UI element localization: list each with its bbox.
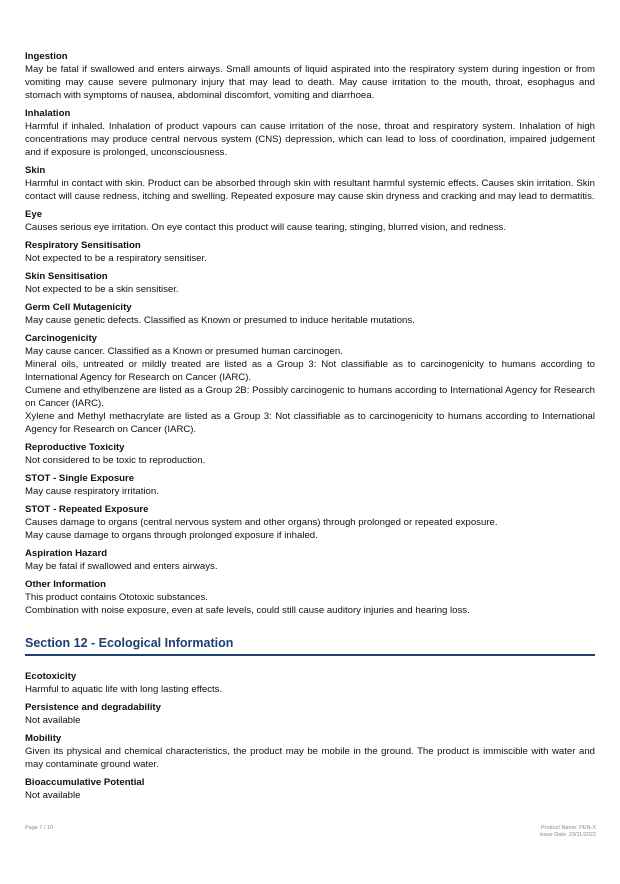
- footer-product-info: [540, 825, 596, 839]
- block-text: Not considered to be toxic to reproduction.: [25, 455, 206, 466]
- block-text: Harmful to aquatic life with long lasting effects.: [25, 684, 223, 695]
- info-block: [25, 472, 595, 498]
- block-heading: STOT - Single Exposure: [25, 473, 135, 484]
- info-block: [25, 332, 595, 436]
- block-text: May cause damage to organs through prolonged exposure if inhaled.: [25, 530, 318, 541]
- block-heading: Respiratory Sensitisation: [25, 240, 141, 251]
- block-text: Harmful in contact with skin. Product can be absorbed through skin with resultant harmful systemic effects. Causes skin irritation. Skin contact will cause redness, itching and swelling. Repeated exposure may cause skin dryness and cracking and may lead to dermatitis.: [25, 178, 595, 202]
- info-block: [25, 208, 595, 234]
- block-text: Cumene and ethylbenzene are listed as a Group 2B: Possibly carcinogenic to humans according to International Agency for Research on Cancer (IARC).: [25, 385, 595, 409]
- info-block: [25, 547, 595, 573]
- block-heading: Carcinogenicity: [25, 333, 97, 344]
- block-text: Causes serious eye irritation. On eye contact this product will cause tearing, stinging, blurred vision, and redness.: [25, 222, 506, 233]
- block-text: Mineral oils, untreated or mildly treated are listed as a Group 3: Not classifiable as to carcinogenicity to humans according to International Agency for Research on Cancer (IARC).: [25, 359, 595, 383]
- block-text: Causes damage to organs (central nervous system and other organs) through prolonged or repeated exposure.: [25, 517, 498, 528]
- block-text: May be fatal if swallowed and enters airways.: [25, 561, 218, 572]
- block-text: Given its physical and chemical characteristics, the product may be mobile in the ground. The product is immiscible with water and may contaminate ground water.: [25, 746, 595, 770]
- block-text: Harmful if inhaled. Inhalation of product vapours can cause irritation of the nose, throat and respiratory system. Inhalation of high concentrations may produce central nervous system (CNS) depression, which can lead to loss of coordination, impaired judgement and if exposure is prolonged, unconsciousness.: [25, 121, 595, 158]
- block-heading: Skin: [25, 165, 46, 176]
- block-heading: Bioaccumulative Potential: [25, 777, 145, 788]
- block-heading: Aspiration Hazard: [25, 548, 108, 559]
- block-text: Not available: [25, 790, 81, 801]
- block-heading: Mobility: [25, 733, 62, 744]
- block-heading: Ingestion: [25, 51, 68, 62]
- document-page: [25, 50, 595, 807]
- block-text: May cause genetic defects. Classified as Known or presumed to induce heritable mutations.: [25, 315, 415, 326]
- block-heading: Skin Sensitisation: [25, 271, 108, 282]
- block-heading: Other Information: [25, 579, 107, 590]
- info-block: [25, 301, 595, 327]
- ecological-information: [25, 670, 595, 802]
- info-block: [25, 107, 595, 159]
- block-text: Not expected to be a respiratory sensitiser.: [25, 253, 207, 264]
- toxicological-information: [25, 50, 595, 617]
- block-text: May cause cancer. Classified as a Known or presumed human carcinogen.: [25, 346, 343, 357]
- block-text: This product contains Ototoxic substances.: [25, 592, 208, 603]
- info-block: [25, 270, 595, 296]
- block-heading: Persistence and degradability: [25, 702, 161, 713]
- block-heading: Ecotoxicity: [25, 671, 77, 682]
- info-block: [25, 578, 595, 617]
- info-block: [25, 776, 595, 802]
- block-text: Xylene and Methyl methacrylate are listed as a Group 3: Not classifiable as to carcinogenicity to humans according to International Agency for Research on Cancer (IARC).: [25, 411, 595, 435]
- block-text: Not available: [25, 715, 81, 726]
- block-text: Combination with noise exposure, even at safe levels, could still cause auditory injuries and hearing loss.: [25, 605, 470, 616]
- block-heading: Inhalation: [25, 108, 71, 119]
- info-block: [25, 701, 595, 727]
- block-text: May be fatal if swallowed and enters airways. Small amounts of liquid aspirated into the respiratory system during ingestion or from vomiting may cause severe pulmonary injury that may lead to death. May cause irritation to the mouth, throat, esophagus and stomach with symptoms of nausea, abdominal discomfort, vomiting and diarrhoea.: [25, 64, 595, 101]
- block-heading: Germ Cell Mutagenicity: [25, 302, 132, 313]
- info-block: [25, 50, 595, 102]
- info-block: [25, 164, 595, 203]
- info-block: [25, 503, 595, 542]
- block-text: May cause respiratory irritation.: [25, 486, 159, 497]
- block-heading: Eye: [25, 209, 43, 220]
- info-block: [25, 732, 595, 771]
- block-heading: STOT - Repeated Exposure: [25, 504, 149, 515]
- issue-date: Issue Date: 23/11/2022: [539, 832, 596, 838]
- info-block: [25, 670, 595, 696]
- block-text: Not expected to be a skin sensitiser.: [25, 284, 179, 295]
- page-number: Page 7 / 10: [25, 825, 54, 831]
- block-heading: Reproductive Toxicity: [25, 442, 125, 453]
- section-12-title: Section 12 - Ecological Information: [25, 635, 595, 656]
- info-block: [25, 441, 595, 467]
- info-block: [25, 239, 595, 265]
- product-name: Product Name: PEN-X: [540, 825, 596, 831]
